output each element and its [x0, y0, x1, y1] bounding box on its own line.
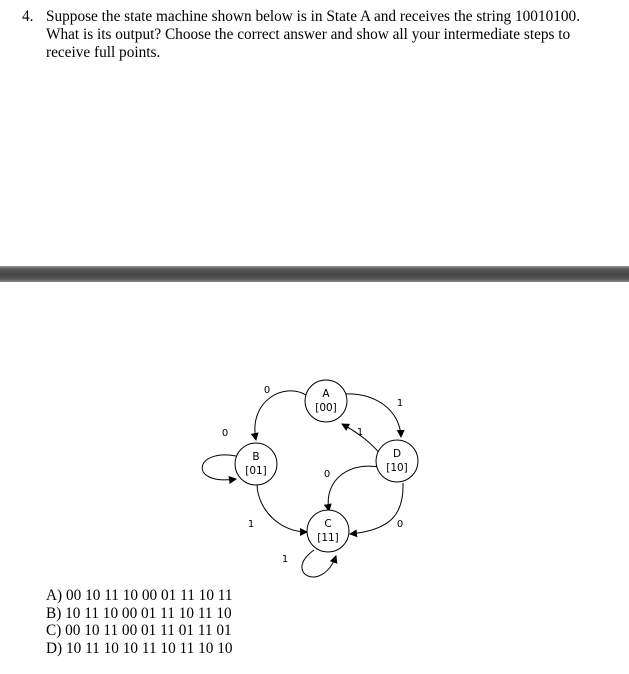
state-a-output: [00] [315, 402, 337, 414]
label-d-to-a: 1 [356, 427, 364, 438]
transition-c-self-loop [302, 550, 336, 577]
transition-b-to-c [257, 485, 307, 532]
state-d-name: D [392, 448, 402, 460]
label-c-self-loop: 1 [281, 554, 289, 565]
transition-d-to-c [328, 466, 383, 511]
label-d-to-c: 0 [323, 469, 331, 480]
answer-option-c: C) 00 10 11 00 01 11 01 11 01 [46, 622, 232, 640]
transition-a-to-b [255, 391, 306, 440]
label-a-to-b: 0 [263, 385, 271, 396]
transition-c-to-d [350, 483, 403, 534]
state-d-output: [10] [386, 462, 408, 474]
state-a-name: A [322, 388, 330, 400]
answer-option-b: B) 10 11 10 00 01 11 10 11 10 [46, 604, 232, 622]
question-text: Suppose the state machine shown below is in State A and receives the string 10010100. What is its output? Choose the correct answer and show all your intermediate steps to receive full points. [46, 8, 581, 61]
question-number: 4. [22, 8, 34, 25]
state-d [376, 440, 418, 482]
state-c-output: [11] [317, 532, 339, 544]
state-b [235, 443, 277, 485]
state-c-name: C [324, 518, 332, 530]
label-c-to-d: 0 [396, 519, 404, 530]
answer-option-a: A) 00 10 11 10 00 01 11 10 11 [46, 587, 233, 604]
state-b-name: B [252, 451, 260, 463]
label-b-self-loop: 0 [221, 428, 229, 439]
state-c [307, 510, 349, 552]
answer-option-d: D) 10 11 10 10 11 10 11 10 10 [46, 639, 233, 657]
transition-a-to-d [343, 394, 404, 437]
state-b-output: [01] [245, 465, 267, 477]
label-a-to-d: 1 [396, 398, 404, 409]
transition-b-self-loop [202, 455, 236, 480]
label-b-to-c: 1 [247, 519, 255, 530]
state-a [305, 380, 347, 422]
answer-choices [46, 587, 233, 657]
